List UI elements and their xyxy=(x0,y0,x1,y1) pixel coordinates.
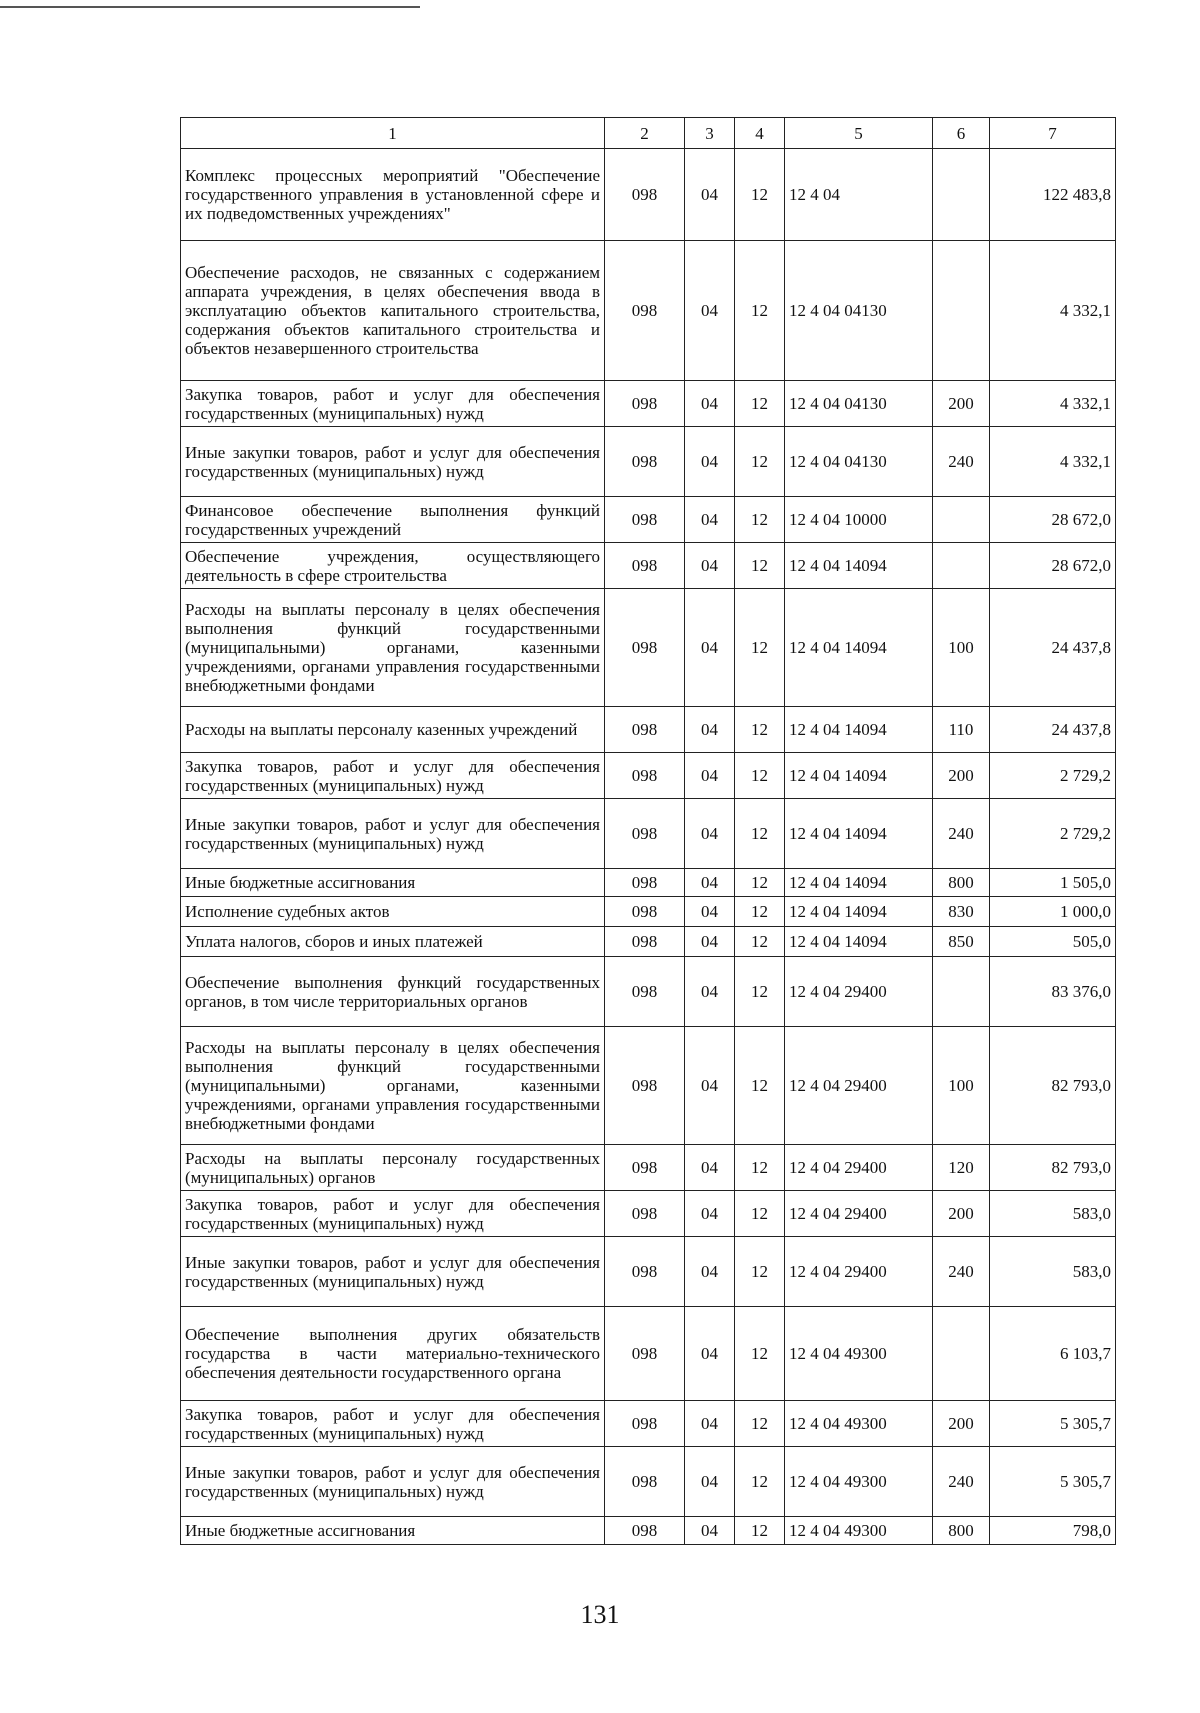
table-row xyxy=(181,589,1116,707)
row-expense-type-cell: 100 xyxy=(933,1027,990,1145)
row-amount-cell: 4 332,1 xyxy=(990,427,1116,497)
row-section-cell: 04 xyxy=(685,707,735,753)
row-name-cell: Иные бюджетные ассигнования xyxy=(181,869,605,897)
row-target-article-cell: 12 4 04 49300 xyxy=(785,1447,933,1517)
row-section-cell: 04 xyxy=(685,497,735,543)
row-amount-cell: 1 505,0 xyxy=(990,869,1116,897)
row-expense-type-cell: 240 xyxy=(933,427,990,497)
header-col-7: 7 xyxy=(990,118,1116,149)
row-expense-type-cell xyxy=(933,149,990,241)
row-section-cell: 04 xyxy=(685,149,735,241)
row-ved-cell: 098 xyxy=(605,1447,685,1517)
row-section-cell: 04 xyxy=(685,381,735,427)
table-row xyxy=(181,1517,1116,1545)
row-amount-cell: 83 376,0 xyxy=(990,957,1116,1027)
row-subsection-cell: 12 xyxy=(735,753,785,799)
row-section-cell: 04 xyxy=(685,897,735,927)
row-subsection-cell: 12 xyxy=(735,799,785,869)
row-section-cell: 04 xyxy=(685,1027,735,1145)
row-section-cell: 04 xyxy=(685,1307,735,1401)
table-row xyxy=(181,381,1116,427)
row-target-article-cell: 12 4 04 29400 xyxy=(785,1191,933,1237)
row-target-article-cell: 12 4 04 04130 xyxy=(785,381,933,427)
row-name-cell: Закупка товаров, работ и услуг для обеспечения государственных (муниципальных) нужд xyxy=(181,381,605,427)
row-name-cell: Обеспечение расходов, не связанных с содержанием аппарата учреждения, в целях обеспечения ввода в эксплуатацию объектов капитального строительства, содержания объектов капитального строительства и объектов незавершенного строительства xyxy=(181,241,605,381)
header-row xyxy=(181,118,1116,149)
row-target-article-cell: 12 4 04 14094 xyxy=(785,897,933,927)
table-row xyxy=(181,1191,1116,1237)
row-section-cell: 04 xyxy=(685,753,735,799)
row-expense-type-cell: 110 xyxy=(933,707,990,753)
row-subsection-cell: 12 xyxy=(735,1447,785,1517)
row-subsection-cell: 12 xyxy=(735,707,785,753)
row-expense-type-cell: 200 xyxy=(933,381,990,427)
table-row xyxy=(181,1401,1116,1447)
row-subsection-cell: 12 xyxy=(735,543,785,589)
row-target-article-cell: 12 4 04 49300 xyxy=(785,1307,933,1401)
row-name-cell: Иные закупки товаров, работ и услуг для обеспечения государственных (муниципальных) нужд xyxy=(181,799,605,869)
row-ved-cell: 098 xyxy=(605,927,685,957)
row-ved-cell: 098 xyxy=(605,381,685,427)
row-subsection-cell: 12 xyxy=(735,149,785,241)
table-row xyxy=(181,497,1116,543)
row-name-cell: Обеспечение выполнения других обязательств государства в части материально-технического обеспечения деятельности государственного органа xyxy=(181,1307,605,1401)
row-subsection-cell: 12 xyxy=(735,427,785,497)
row-target-article-cell: 12 4 04 29400 xyxy=(785,957,933,1027)
header-col-4: 4 xyxy=(735,118,785,149)
row-section-cell: 04 xyxy=(685,1447,735,1517)
header-col-6: 6 xyxy=(933,118,990,149)
row-section-cell: 04 xyxy=(685,543,735,589)
row-ved-cell: 098 xyxy=(605,497,685,543)
row-target-article-cell: 12 4 04 10000 xyxy=(785,497,933,543)
row-target-article-cell: 12 4 04 14094 xyxy=(785,869,933,897)
row-amount-cell: 122 483,8 xyxy=(990,149,1116,241)
table-row xyxy=(181,1237,1116,1307)
row-ved-cell: 098 xyxy=(605,427,685,497)
row-target-article-cell: 12 4 04 49300 xyxy=(785,1401,933,1447)
row-target-article-cell: 12 4 04 29400 xyxy=(785,1027,933,1145)
row-amount-cell: 2 729,2 xyxy=(990,753,1116,799)
row-section-cell: 04 xyxy=(685,869,735,897)
table-row xyxy=(181,1447,1116,1517)
row-amount-cell: 24 437,8 xyxy=(990,707,1116,753)
row-section-cell: 04 xyxy=(685,1191,735,1237)
row-target-article-cell: 12 4 04 29400 xyxy=(785,1145,933,1191)
table-row xyxy=(181,897,1116,927)
row-subsection-cell: 12 xyxy=(735,1401,785,1447)
row-ved-cell: 098 xyxy=(605,241,685,381)
row-ved-cell: 098 xyxy=(605,1145,685,1191)
row-expense-type-cell xyxy=(933,241,990,381)
row-name-cell: Расходы на выплаты персоналу казенных учреждений xyxy=(181,707,605,753)
row-section-cell: 04 xyxy=(685,1517,735,1545)
row-ved-cell: 098 xyxy=(605,1517,685,1545)
table-row xyxy=(181,1027,1116,1145)
row-expense-type-cell xyxy=(933,497,990,543)
row-subsection-cell: 12 xyxy=(735,381,785,427)
row-name-cell: Комплекс процессных мероприятий "Обеспечение государственного управления в установленной сфере и их подведомственных учреждениях" xyxy=(181,149,605,241)
page-number: 131 xyxy=(580,1600,620,1629)
row-amount-cell: 583,0 xyxy=(990,1237,1116,1307)
row-name-cell: Финансовое обеспечение выполнения функций государственных учреждений xyxy=(181,497,605,543)
row-target-article-cell: 12 4 04 14094 xyxy=(785,799,933,869)
row-ved-cell: 098 xyxy=(605,1191,685,1237)
row-name-cell: Закупка товаров, работ и услуг для обеспечения государственных (муниципальных) нужд xyxy=(181,753,605,799)
row-subsection-cell: 12 xyxy=(735,1145,785,1191)
row-amount-cell: 798,0 xyxy=(990,1517,1116,1545)
table-body xyxy=(181,149,1116,1545)
header-col-3: 3 xyxy=(685,118,735,149)
row-amount-cell: 28 672,0 xyxy=(990,543,1116,589)
row-amount-cell: 6 103,7 xyxy=(990,1307,1116,1401)
table-row xyxy=(181,927,1116,957)
row-name-cell: Расходы на выплаты персоналу государственных (муниципальных) органов xyxy=(181,1145,605,1191)
row-target-article-cell: 12 4 04 14094 xyxy=(785,927,933,957)
row-amount-cell: 28 672,0 xyxy=(990,497,1116,543)
row-target-article-cell: 12 4 04 49300 xyxy=(785,1517,933,1545)
row-target-article-cell: 12 4 04 04130 xyxy=(785,427,933,497)
row-name-cell: Иные закупки товаров, работ и услуг для обеспечения государственных (муниципальных) нужд xyxy=(181,1447,605,1517)
header-col-1: 1 xyxy=(181,118,605,149)
row-section-cell: 04 xyxy=(685,927,735,957)
row-subsection-cell: 12 xyxy=(735,1237,785,1307)
row-section-cell: 04 xyxy=(685,957,735,1027)
row-amount-cell: 5 305,7 xyxy=(990,1401,1116,1447)
row-section-cell: 04 xyxy=(685,1237,735,1307)
row-subsection-cell: 12 xyxy=(735,927,785,957)
row-name-cell: Иные бюджетные ассигнования xyxy=(181,1517,605,1545)
row-ved-cell: 098 xyxy=(605,1237,685,1307)
row-ved-cell: 098 xyxy=(605,753,685,799)
table-row xyxy=(181,427,1116,497)
row-subsection-cell: 12 xyxy=(735,1191,785,1237)
row-amount-cell: 2 729,2 xyxy=(990,799,1116,869)
row-expense-type-cell: 200 xyxy=(933,1191,990,1237)
table-row xyxy=(181,707,1116,753)
row-target-article-cell: 12 4 04 14094 xyxy=(785,543,933,589)
row-ved-cell: 098 xyxy=(605,897,685,927)
row-amount-cell: 1 000,0 xyxy=(990,897,1116,927)
row-target-article-cell: 12 4 04 14094 xyxy=(785,589,933,707)
row-expense-type-cell xyxy=(933,957,990,1027)
row-section-cell: 04 xyxy=(685,1145,735,1191)
row-target-article-cell: 12 4 04 04130 xyxy=(785,241,933,381)
row-amount-cell: 82 793,0 xyxy=(990,1027,1116,1145)
row-expense-type-cell: 120 xyxy=(933,1145,990,1191)
row-expense-type-cell: 240 xyxy=(933,1237,990,1307)
row-expense-type-cell: 800 xyxy=(933,869,990,897)
row-expense-type-cell: 240 xyxy=(933,1447,990,1517)
row-subsection-cell: 12 xyxy=(735,1027,785,1145)
table-row xyxy=(181,1145,1116,1191)
row-subsection-cell: 12 xyxy=(735,1307,785,1401)
row-section-cell: 04 xyxy=(685,427,735,497)
row-subsection-cell: 12 xyxy=(735,1517,785,1545)
row-subsection-cell: 12 xyxy=(735,957,785,1027)
row-ved-cell: 098 xyxy=(605,589,685,707)
row-name-cell: Обеспечение выполнения функций государственных органов, в том числе территориальных органов xyxy=(181,957,605,1027)
row-name-cell: Расходы на выплаты персоналу в целях обеспечения выполнения функций государственными (муниципальными) органами, казенными учреждениями, органами управления государственными внебюджетными фондами xyxy=(181,1027,605,1145)
table-row xyxy=(181,753,1116,799)
row-ved-cell: 098 xyxy=(605,1401,685,1447)
row-expense-type-cell: 200 xyxy=(933,753,990,799)
row-subsection-cell: 12 xyxy=(735,897,785,927)
row-ved-cell: 098 xyxy=(605,707,685,753)
row-ved-cell: 098 xyxy=(605,149,685,241)
table-row xyxy=(181,869,1116,897)
row-target-article-cell: 12 4 04 xyxy=(785,149,933,241)
row-ved-cell: 098 xyxy=(605,1027,685,1145)
row-ved-cell: 098 xyxy=(605,543,685,589)
table-row xyxy=(181,1307,1116,1401)
row-expense-type-cell: 100 xyxy=(933,589,990,707)
table-header xyxy=(181,118,1116,149)
row-expense-type-cell: 830 xyxy=(933,897,990,927)
row-name-cell: Уплата налогов, сборов и иных платежей xyxy=(181,927,605,957)
row-subsection-cell: 12 xyxy=(735,869,785,897)
row-name-cell: Иные закупки товаров, работ и услуг для обеспечения государственных (муниципальных) нужд xyxy=(181,427,605,497)
budget-table-container xyxy=(180,117,1115,1545)
row-expense-type-cell xyxy=(933,543,990,589)
row-expense-type-cell: 200 xyxy=(933,1401,990,1447)
budget-table xyxy=(180,117,1116,1545)
row-target-article-cell: 12 4 04 29400 xyxy=(785,1237,933,1307)
row-expense-type-cell xyxy=(933,1307,990,1401)
row-ved-cell: 098 xyxy=(605,869,685,897)
row-ved-cell: 098 xyxy=(605,957,685,1027)
row-section-cell: 04 xyxy=(685,589,735,707)
row-amount-cell: 4 332,1 xyxy=(990,241,1116,381)
header-col-5: 5 xyxy=(785,118,933,149)
row-amount-cell: 583,0 xyxy=(990,1191,1116,1237)
row-subsection-cell: 12 xyxy=(735,589,785,707)
header-col-2: 2 xyxy=(605,118,685,149)
table-row xyxy=(181,957,1116,1027)
row-amount-cell: 24 437,8 xyxy=(990,589,1116,707)
row-section-cell: 04 xyxy=(685,1401,735,1447)
row-name-cell: Исполнение судебных актов xyxy=(181,897,605,927)
row-section-cell: 04 xyxy=(685,799,735,869)
row-amount-cell: 505,0 xyxy=(990,927,1116,957)
table-row xyxy=(181,799,1116,869)
table-row xyxy=(181,543,1116,589)
row-name-cell: Иные закупки товаров, работ и услуг для обеспечения государственных (муниципальных) нужд xyxy=(181,1237,605,1307)
row-amount-cell: 4 332,1 xyxy=(990,381,1116,427)
row-name-cell: Закупка товаров, работ и услуг для обеспечения государственных (муниципальных) нужд xyxy=(181,1401,605,1447)
row-subsection-cell: 12 xyxy=(735,497,785,543)
row-expense-type-cell: 850 xyxy=(933,927,990,957)
row-name-cell: Закупка товаров, работ и услуг для обеспечения государственных (муниципальных) нужд xyxy=(181,1191,605,1237)
row-expense-type-cell: 800 xyxy=(933,1517,990,1545)
top-edge-line xyxy=(0,6,420,8)
row-name-cell: Обеспечение учреждения, осуществляющего деятельность в сфере строительства xyxy=(181,543,605,589)
row-ved-cell: 098 xyxy=(605,1307,685,1401)
row-name-cell: Расходы на выплаты персоналу в целях обеспечения выполнения функций государственными (муниципальными) органами, казенными учреждениями, органами управления государственными внебюджетными фондами xyxy=(181,589,605,707)
row-target-article-cell: 12 4 04 14094 xyxy=(785,707,933,753)
row-target-article-cell: 12 4 04 14094 xyxy=(785,753,933,799)
row-amount-cell: 82 793,0 xyxy=(990,1145,1116,1191)
row-subsection-cell: 12 xyxy=(735,241,785,381)
row-amount-cell: 5 305,7 xyxy=(990,1447,1116,1517)
table-row xyxy=(181,241,1116,381)
row-section-cell: 04 xyxy=(685,241,735,381)
table-row xyxy=(181,149,1116,241)
row-expense-type-cell: 240 xyxy=(933,799,990,869)
row-ved-cell: 098 xyxy=(605,799,685,869)
